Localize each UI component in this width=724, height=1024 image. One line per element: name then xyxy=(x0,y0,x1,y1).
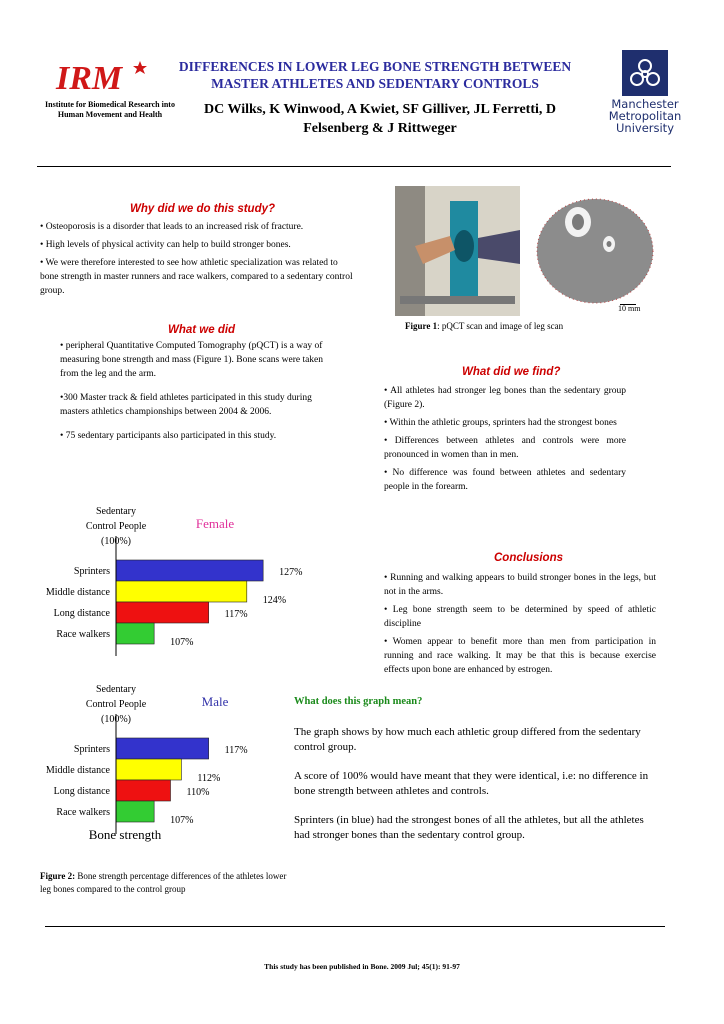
chart-title: Female xyxy=(195,516,235,531)
mmu-logo-text: Manchester Metropolitan University xyxy=(608,97,682,135)
category-label: Sprinters xyxy=(73,744,110,755)
category-label: Long distance xyxy=(53,786,110,797)
why-bullet: • High levels of physical activity can help to build stronger bones. xyxy=(40,240,291,250)
find-bullet: • No difference was found between athletes and sedentary people in the forearm. xyxy=(384,468,626,492)
what-did-heading: What we did xyxy=(168,324,236,336)
pqct-scanner-illustration xyxy=(395,186,520,316)
leg-scan-graphic xyxy=(530,186,660,316)
baseline-label: (100%) xyxy=(101,714,131,725)
what-did-para: •300 Master track & field athletes participated in this study during masters athletics championships between 2004 & 2006. xyxy=(60,393,312,417)
figure1-caption: Figure 1: pQCT scan and image of leg scan xyxy=(405,321,564,331)
category-label: Long distance xyxy=(53,608,110,619)
category-label: Middle distance xyxy=(45,765,110,776)
bar xyxy=(116,581,247,602)
category-label: Sprinters xyxy=(73,566,110,577)
bar xyxy=(116,560,263,581)
bar xyxy=(116,759,181,780)
bar xyxy=(116,602,209,623)
what-did-para: • peripheral Quantitative Computed Tomography (pQCT) is a way of measuring bone strength and mass (Figure 1). Bone scans were taken from the leg and the arm. xyxy=(60,341,324,379)
value-label: 107% xyxy=(170,637,194,648)
what-did-para: • 75 sedentary participants also participated in this study. xyxy=(60,431,277,441)
star-icon xyxy=(133,61,147,74)
graph-meaning-para: The graph shows by how much each athletic group differed from the sedentary control group. xyxy=(294,726,641,753)
irm-logo xyxy=(52,55,152,99)
value-label: 117% xyxy=(224,609,248,620)
category-label: Race walkers xyxy=(56,807,110,818)
find-text xyxy=(384,384,626,498)
why-bullet: • Osteoporosis is a disorder that leads to an increased risk of fracture. xyxy=(40,222,304,232)
graph-meaning-text xyxy=(294,725,654,843)
value-label: 124% xyxy=(262,595,287,606)
scale-label: 10 mm xyxy=(618,304,641,313)
category-label: Middle distance xyxy=(45,587,110,598)
poster-title: DIFFERENCES IN LOWER LEG BONE STRENGTH BETWEEN MASTER ATHLETES AND SEDENTARY CONTROLS xyxy=(178,59,572,91)
footer-divider xyxy=(45,926,665,927)
why-text xyxy=(40,220,355,302)
header-divider xyxy=(37,166,671,167)
what-did-text xyxy=(60,339,330,447)
baseline-label: Control People xyxy=(85,521,147,532)
baseline-label: (100%) xyxy=(101,536,131,547)
graph-meaning-para: A score of 100% would have meant that they were identical, i.e: no difference in bone strength between athletes and controls. xyxy=(294,770,649,797)
graph-meaning-para: Sprinters (in blue) had the strongest bones of all the athletes, but all the athletes had stronger bones than the sedentary control group. xyxy=(294,814,644,841)
conclusions-text xyxy=(384,571,656,681)
figure2-caption: Figure 2: Bone strength percentage differences of the athletes lower leg bones compared to the control group xyxy=(40,871,287,894)
chart-title: Male xyxy=(201,694,229,709)
find-heading: What did we find? xyxy=(462,366,561,378)
bar xyxy=(116,738,209,759)
bar xyxy=(116,780,171,801)
graph-meaning-heading: What does this graph mean? xyxy=(294,696,423,707)
value-label: 110% xyxy=(186,787,210,798)
category-label: Race walkers xyxy=(56,629,110,640)
conclusions-bullet: • Running and walking appears to build stronger bones in the legs, but not in the arms. xyxy=(384,573,656,597)
value-label: 112% xyxy=(197,773,221,784)
leg-scan-image xyxy=(530,186,660,316)
x-axis-label: Bone strength xyxy=(88,827,162,842)
find-bullet: • Within the athletic groups, sprinters had the strongest bones xyxy=(384,418,617,428)
mmu-logo xyxy=(600,50,690,140)
pqct-scanner-photo xyxy=(395,186,520,316)
why-bullet: • We were therefore interested to see how athletic specialization was related to bone strength in master runners and race walkers, compared to a sedentary control group. xyxy=(40,258,353,296)
bar xyxy=(116,801,154,822)
female-bar-chart xyxy=(30,500,360,660)
value-label: 117% xyxy=(224,745,248,756)
baseline-label: Sedentary xyxy=(96,684,136,695)
bar xyxy=(116,623,154,644)
why-heading: Why did we do this study? xyxy=(130,203,276,215)
irm-logo-text: IRM xyxy=(56,60,123,97)
conclusions-heading: Conclusions xyxy=(494,552,564,564)
find-bullet: • All athletes had stronger leg bones than the sedentary group (Figure 2). xyxy=(384,386,626,410)
value-label: 107% xyxy=(170,815,194,826)
irm-logo-graphic xyxy=(52,55,152,99)
find-bullet: • Differences between athletes and controls were more pronounced in women than in men. xyxy=(384,436,626,460)
authors: DC Wilks, K Winwood, A Kwiet, SF Gilliver, JL Ferretti, D Felsenberg & J Rittweger xyxy=(204,102,556,136)
publication-note: This study has been published in Bone. 2009 Jul; 45(1): 91-97 xyxy=(264,962,460,971)
mmu-emblem-icon xyxy=(622,50,668,96)
value-label: 127% xyxy=(279,567,303,578)
baseline-label: Sedentary xyxy=(96,506,136,517)
conclusions-bullet: • Leg bone strength seem to be determined by speed of athletic discipline xyxy=(384,605,656,629)
institute-name: Institute for Biomedical Research into Human Movement and Health xyxy=(45,100,175,119)
conclusions-bullet: • Women appear to benefit more than men from participation in running and race walking. It may be that this is because exercise effects upon bone are enhanced by estrogen. xyxy=(384,637,656,675)
baseline-label: Control People xyxy=(85,699,147,710)
